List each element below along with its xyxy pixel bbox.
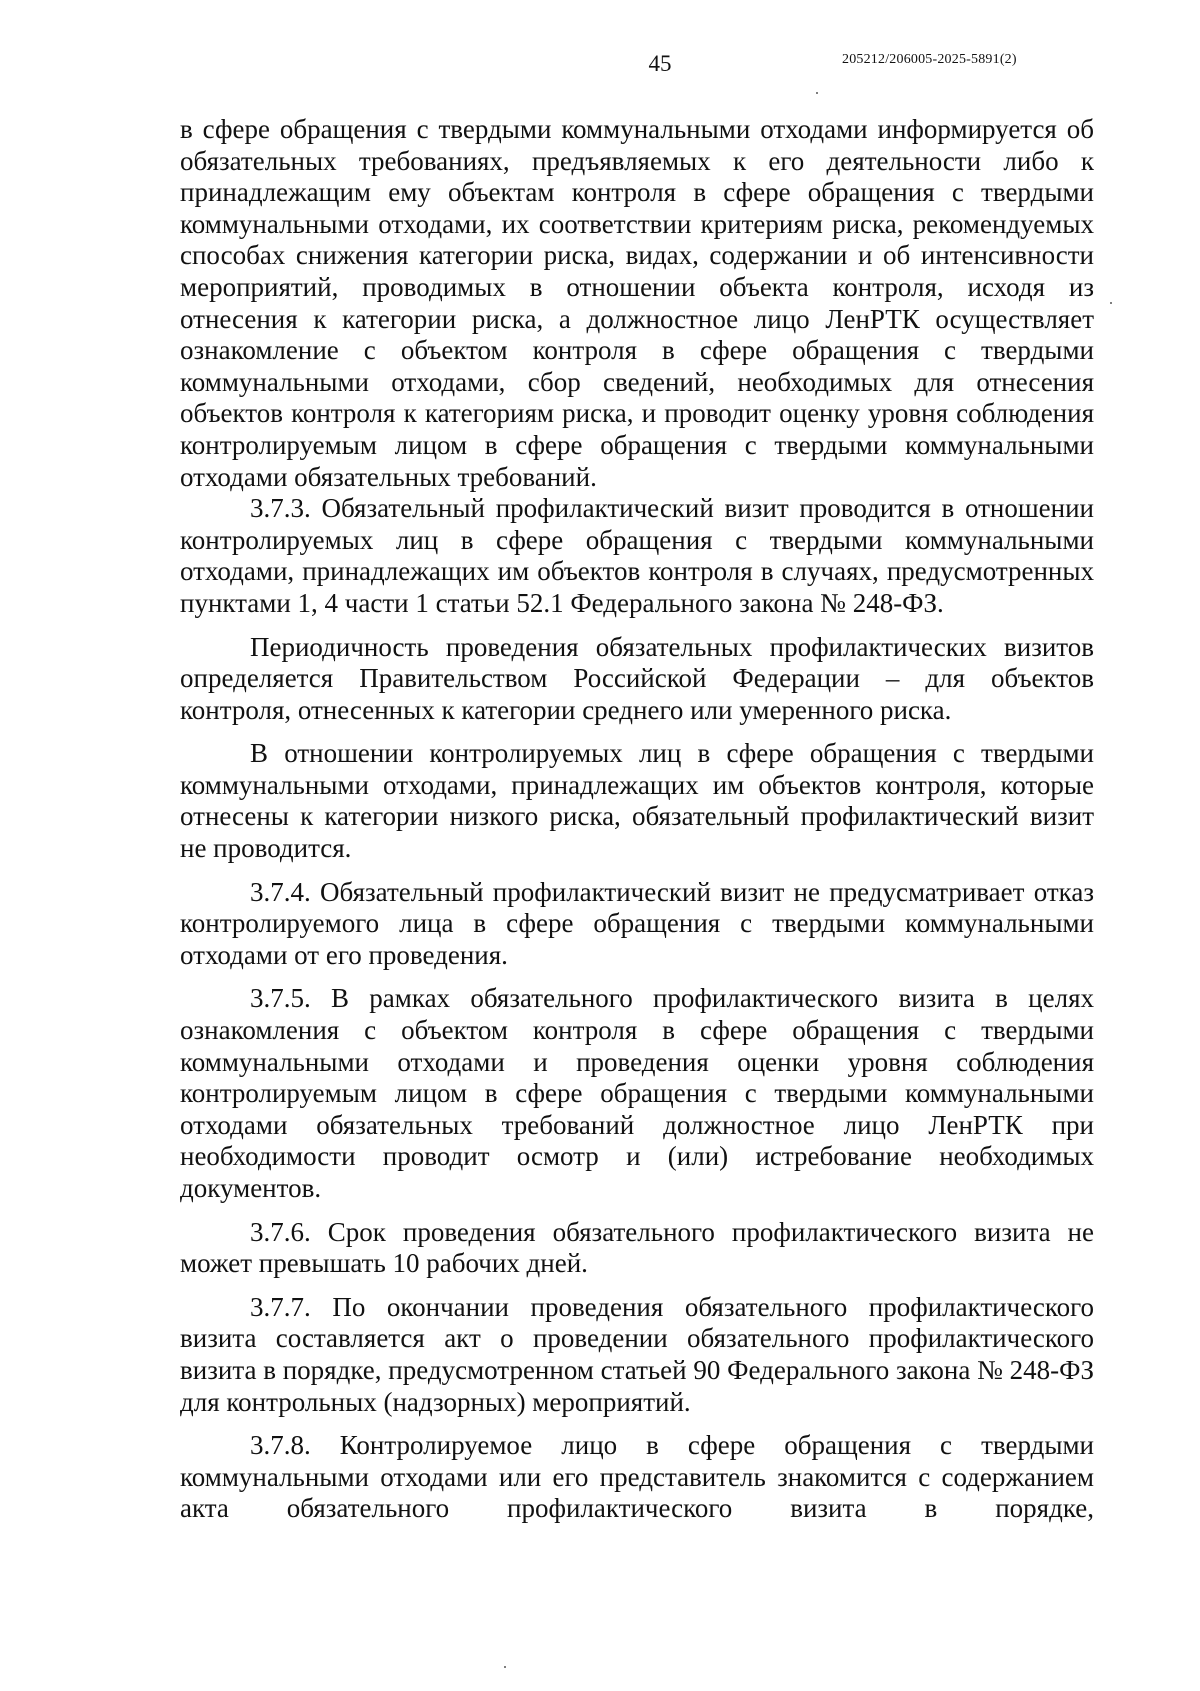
paragraph-3-7-6: 3.7.6. Срок проведения обязательного профилактического визита не может превышать 10 рабочих дней.: [180, 1216, 1094, 1279]
paragraph-3-7-5: 3.7.5. В рамках обязательного профилактического визита в целях ознакомления с объектом контроля в сфере обращения с твердыми коммунальными отходами и проведения оценки уровня соблюдения контролируемым лицом в сфере обращения с твердыми коммунальными отходами обязательных требований должностное лицо ЛенРТК при необходимости проводит осмотр и (или) истребование необходимых документов.: [180, 983, 1094, 1203]
paragraph-3-7-4: 3.7.4. Обязательный профилактический визит не предусматривает отказ контролируемого лица в сфере обращения с твердыми коммунальными отходами от его проведения.: [180, 876, 1094, 970]
scan-speck: [816, 92, 818, 94]
paragraph-low-risk: В отношении контролируемых лиц в сфере обращения с твердыми коммунальными отходами, принадлежащих им объектов контроля, которые отнесены к категории низкого риска, обязательный профилактический визит не проводится.: [180, 738, 1094, 864]
document-registration-code: 205212/206005-2025-5891(2): [842, 52, 1017, 67]
paragraph-3-7-3: 3.7.3. Обязательный профилактический визит проводится в отношении контролируемых лиц в сфере обращения с твердыми коммунальными отходами, принадлежащих им объектов контроля в случаях, предусмотренных пунктами 1, 4 части 1 статьи 52.1 Федерального закона № 248-ФЗ.: [180, 493, 1094, 618]
paragraph-continuation: в сфере обращения с твердыми коммунальными отходами информируется об обязательных требованиях, предъявляемых к его деятельности либо к принадлежащим ему объектам контроля в сфере обращения с твердыми коммунальными отходами, их соответствии критериям риска, рекомендуемых способах снижения категории риска, видах, содержании и об интенсивности мероприятий, проводимых в отношении объекта контроля, исходя из отнесения к категории риска, а должностное лицо ЛенРТК осуществляет ознакомление с объектом контроля в сфере обращения с твердыми коммунальными отходами, сбор сведений, необходимых для отнесения объектов контроля к категориям риска, и проводит оценку уровня соблюдения контролируемым лицом в сфере обращения с твердыми коммунальными отходами обязательных требований.: [180, 114, 1094, 492]
page-number: 45: [648, 51, 672, 76]
scan-speck: [504, 1666, 506, 1668]
paragraph-periodicity: Периодичность проведения обязательных профилактических визитов определяется Правительством Российской Федерации – для объектов контроля, отнесенных к категории среднего или умеренного риска.: [180, 631, 1094, 725]
scan-speck: [1110, 302, 1112, 304]
paragraph-3-7-7: 3.7.7. По окончании проведения обязательного профилактического визита составляется акт о проведении обязательного профилактического визита в порядке, предусмотренном статьей 90 Федерального закона № 248-ФЗ для контрольных (надзорных) мероприятий.: [180, 1291, 1094, 1417]
paragraph-3-7-8: 3.7.8. Контролируемое лицо в сфере обращения с твердыми коммунальными отходами или его представитель знакомится с содержанием акта обязательного профилактического визита в порядке,: [180, 1430, 1094, 1524]
document-body: [180, 114, 1094, 1525]
